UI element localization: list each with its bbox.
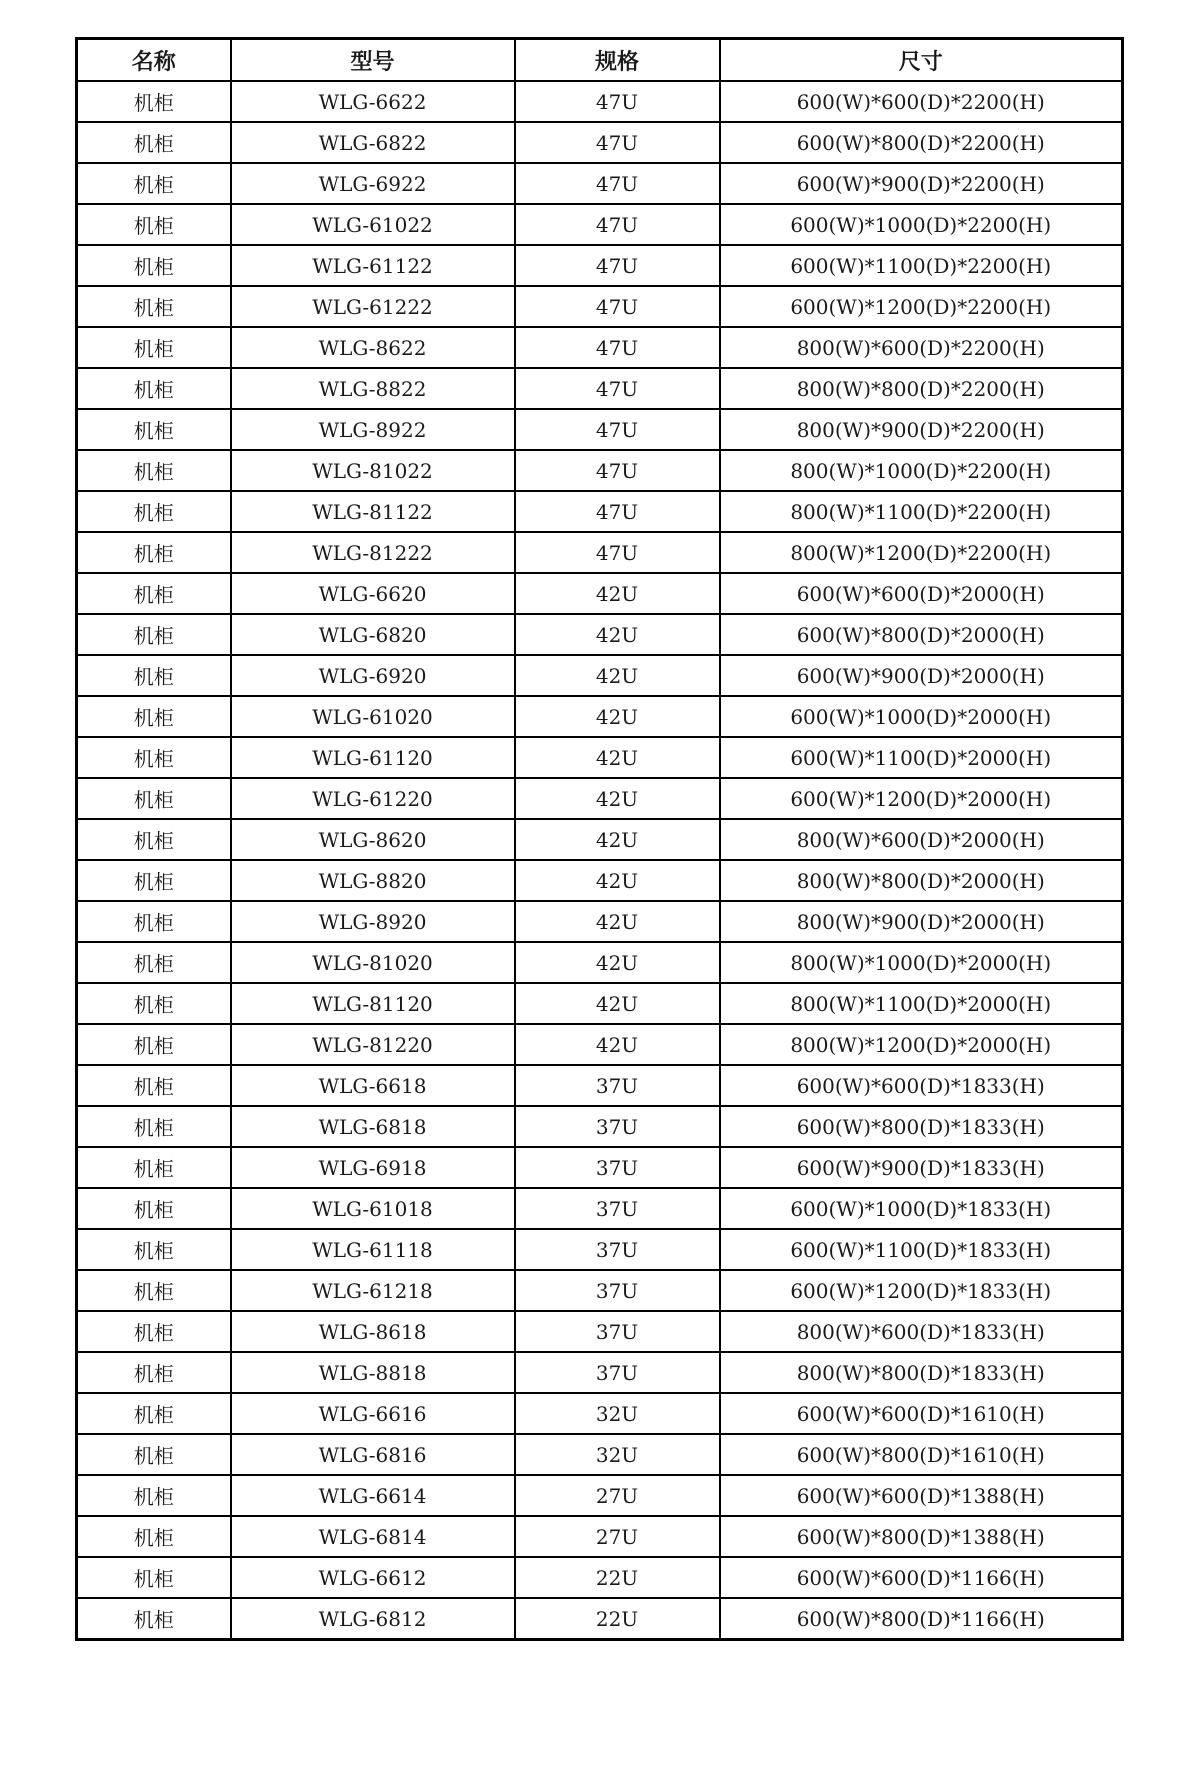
cell-spec: 32U <box>515 1393 720 1434</box>
cell-spec: 47U <box>515 204 720 245</box>
table-row <box>77 1352 1123 1393</box>
table-row <box>77 122 1123 163</box>
table-row <box>77 1024 1123 1065</box>
cell-model: WLG-61020 <box>231 696 515 737</box>
cell-size: 600(W)*900(D)*2000(H) <box>720 655 1123 696</box>
cell-model: WLG-81122 <box>231 491 515 532</box>
table-row <box>77 942 1123 983</box>
cell-size: 600(W)*800(D)*2000(H) <box>720 614 1123 655</box>
cell-spec: 37U <box>515 1270 720 1311</box>
cell-model: WLG-61218 <box>231 1270 515 1311</box>
cell-size: 800(W)*800(D)*2000(H) <box>720 860 1123 901</box>
table-row <box>77 655 1123 696</box>
cell-name: 机柜 <box>77 696 231 737</box>
cell-size: 800(W)*600(D)*1833(H) <box>720 1311 1123 1352</box>
cell-spec: 47U <box>515 163 720 204</box>
cell-size: 600(W)*600(D)*1166(H) <box>720 1557 1123 1598</box>
cell-model: WLG-61122 <box>231 245 515 286</box>
table-row <box>77 491 1123 532</box>
cell-size: 600(W)*1100(D)*1833(H) <box>720 1229 1123 1270</box>
cell-model: WLG-6816 <box>231 1434 515 1475</box>
cell-size: 600(W)*1100(D)*2000(H) <box>720 737 1123 778</box>
cell-size: 800(W)*1200(D)*2000(H) <box>720 1024 1123 1065</box>
cell-size: 800(W)*800(D)*2200(H) <box>720 368 1123 409</box>
cell-model: WLG-6822 <box>231 122 515 163</box>
cell-spec: 37U <box>515 1188 720 1229</box>
table-row <box>77 1598 1123 1640</box>
cell-name: 机柜 <box>77 860 231 901</box>
table-row <box>77 737 1123 778</box>
table-row <box>77 901 1123 942</box>
cell-spec: 42U <box>515 655 720 696</box>
cell-spec: 47U <box>515 327 720 368</box>
table-row <box>77 696 1123 737</box>
cell-spec: 47U <box>515 368 720 409</box>
cell-size: 600(W)*600(D)*1388(H) <box>720 1475 1123 1516</box>
table-row <box>77 573 1123 614</box>
cell-spec: 47U <box>515 491 720 532</box>
cell-size: 600(W)*1200(D)*2200(H) <box>720 286 1123 327</box>
cell-name: 机柜 <box>77 1393 231 1434</box>
cell-model: WLG-8922 <box>231 409 515 450</box>
cell-model: WLG-61220 <box>231 778 515 819</box>
cell-name: 机柜 <box>77 1598 231 1640</box>
cell-spec: 37U <box>515 1065 720 1106</box>
cabinet-spec-table <box>75 37 1124 1641</box>
cell-name: 机柜 <box>77 286 231 327</box>
cell-name: 机柜 <box>77 245 231 286</box>
cell-size: 600(W)*800(D)*1610(H) <box>720 1434 1123 1475</box>
cell-size: 600(W)*1100(D)*2200(H) <box>720 245 1123 286</box>
cell-spec: 42U <box>515 737 720 778</box>
cell-spec: 42U <box>515 696 720 737</box>
cell-size: 800(W)*1000(D)*2000(H) <box>720 942 1123 983</box>
cell-model: WLG-6620 <box>231 573 515 614</box>
cell-spec: 37U <box>515 1106 720 1147</box>
cell-spec: 47U <box>515 532 720 573</box>
cell-model: WLG-8820 <box>231 860 515 901</box>
cell-spec: 27U <box>515 1475 720 1516</box>
cell-spec: 47U <box>515 286 720 327</box>
cell-model: WLG-61018 <box>231 1188 515 1229</box>
cell-spec: 37U <box>515 1147 720 1188</box>
cell-name: 机柜 <box>77 122 231 163</box>
cell-size: 800(W)*900(D)*2200(H) <box>720 409 1123 450</box>
cell-model: WLG-8618 <box>231 1311 515 1352</box>
cell-model: WLG-61120 <box>231 737 515 778</box>
cell-name: 机柜 <box>77 532 231 573</box>
cell-size: 800(W)*800(D)*1833(H) <box>720 1352 1123 1393</box>
table-row <box>77 1516 1123 1557</box>
cell-spec: 32U <box>515 1434 720 1475</box>
cell-spec: 37U <box>515 1352 720 1393</box>
table-row <box>77 860 1123 901</box>
cell-spec: 22U <box>515 1598 720 1640</box>
cell-size: 800(W)*600(D)*2000(H) <box>720 819 1123 860</box>
table-row <box>77 286 1123 327</box>
cell-size: 600(W)*900(D)*2200(H) <box>720 163 1123 204</box>
table-row <box>77 819 1123 860</box>
cell-model: WLG-6814 <box>231 1516 515 1557</box>
cell-spec: 42U <box>515 1024 720 1065</box>
cell-name: 机柜 <box>77 1065 231 1106</box>
cell-spec: 47U <box>515 81 720 122</box>
cell-name: 机柜 <box>77 1106 231 1147</box>
cell-size: 600(W)*800(D)*2200(H) <box>720 122 1123 163</box>
cell-spec: 47U <box>515 122 720 163</box>
table-row <box>77 1393 1123 1434</box>
table-row <box>77 1270 1123 1311</box>
cell-name: 机柜 <box>77 163 231 204</box>
cell-size: 600(W)*800(D)*1166(H) <box>720 1598 1123 1640</box>
cell-model: WLG-61118 <box>231 1229 515 1270</box>
table-row <box>77 245 1123 286</box>
table-row <box>77 1188 1123 1229</box>
cell-spec: 37U <box>515 1311 720 1352</box>
table-row <box>77 614 1123 655</box>
cell-name: 机柜 <box>77 450 231 491</box>
cell-size: 600(W)*800(D)*1833(H) <box>720 1106 1123 1147</box>
cell-spec: 47U <box>515 450 720 491</box>
cell-name: 机柜 <box>77 1229 231 1270</box>
table-row <box>77 163 1123 204</box>
table-row <box>77 1311 1123 1352</box>
cell-size: 600(W)*900(D)*1833(H) <box>720 1147 1123 1188</box>
cell-name: 机柜 <box>77 1024 231 1065</box>
cell-size: 600(W)*1200(D)*1833(H) <box>720 1270 1123 1311</box>
table-row <box>77 778 1123 819</box>
header-model: 型号 <box>231 39 515 82</box>
cell-name: 机柜 <box>77 901 231 942</box>
cell-size: 600(W)*800(D)*1388(H) <box>720 1516 1123 1557</box>
cell-spec: 42U <box>515 942 720 983</box>
cell-spec: 42U <box>515 573 720 614</box>
cell-name: 机柜 <box>77 409 231 450</box>
cell-size: 800(W)*1100(D)*2200(H) <box>720 491 1123 532</box>
cell-model: WLG-8822 <box>231 368 515 409</box>
table-row <box>77 1065 1123 1106</box>
cell-model: WLG-6616 <box>231 1393 515 1434</box>
header-spec: 规格 <box>515 39 720 82</box>
table-row <box>77 1229 1123 1270</box>
cell-name: 机柜 <box>77 1475 231 1516</box>
cell-name: 机柜 <box>77 1311 231 1352</box>
cell-name: 机柜 <box>77 614 231 655</box>
table-row <box>77 1475 1123 1516</box>
cell-model: WLG-8818 <box>231 1352 515 1393</box>
cell-name: 机柜 <box>77 573 231 614</box>
cell-model: WLG-61222 <box>231 286 515 327</box>
cell-name: 机柜 <box>77 368 231 409</box>
cell-spec: 42U <box>515 778 720 819</box>
cell-name: 机柜 <box>77 819 231 860</box>
cell-model: WLG-6614 <box>231 1475 515 1516</box>
cell-model: WLG-6612 <box>231 1557 515 1598</box>
table-row <box>77 409 1123 450</box>
cell-size: 600(W)*1000(D)*2200(H) <box>720 204 1123 245</box>
cell-spec: 27U <box>515 1516 720 1557</box>
cell-spec: 22U <box>515 1557 720 1598</box>
cell-size: 600(W)*600(D)*2000(H) <box>720 573 1123 614</box>
cell-size: 600(W)*600(D)*1610(H) <box>720 1393 1123 1434</box>
cell-spec: 42U <box>515 983 720 1024</box>
cell-model: WLG-6922 <box>231 163 515 204</box>
cell-name: 机柜 <box>77 1188 231 1229</box>
cell-name: 机柜 <box>77 491 231 532</box>
cell-model: WLG-6918 <box>231 1147 515 1188</box>
cell-model: WLG-81120 <box>231 983 515 1024</box>
table-row <box>77 327 1123 368</box>
cell-spec: 42U <box>515 614 720 655</box>
cell-model: WLG-81022 <box>231 450 515 491</box>
table-row <box>77 983 1123 1024</box>
cell-name: 机柜 <box>77 1147 231 1188</box>
cell-size: 600(W)*600(D)*1833(H) <box>720 1065 1123 1106</box>
cell-spec: 42U <box>515 901 720 942</box>
table-row <box>77 1147 1123 1188</box>
cell-name: 机柜 <box>77 327 231 368</box>
cell-spec: 37U <box>515 1229 720 1270</box>
cell-name: 机柜 <box>77 737 231 778</box>
cell-name: 机柜 <box>77 1352 231 1393</box>
table-row <box>77 450 1123 491</box>
cell-model: WLG-8620 <box>231 819 515 860</box>
cell-size: 600(W)*1200(D)*2000(H) <box>720 778 1123 819</box>
table-row <box>77 532 1123 573</box>
table-row <box>77 1557 1123 1598</box>
table-row <box>77 1434 1123 1475</box>
table-row <box>77 81 1123 122</box>
table-row <box>77 368 1123 409</box>
cell-model: WLG-6920 <box>231 655 515 696</box>
cell-spec: 47U <box>515 245 720 286</box>
cell-model: WLG-81222 <box>231 532 515 573</box>
cell-model: WLG-6820 <box>231 614 515 655</box>
cell-spec: 42U <box>515 819 720 860</box>
cell-name: 机柜 <box>77 81 231 122</box>
cell-size: 800(W)*1100(D)*2000(H) <box>720 983 1123 1024</box>
header-size: 尺寸 <box>720 39 1123 82</box>
cell-name: 机柜 <box>77 1557 231 1598</box>
header-row <box>77 39 1123 82</box>
cell-name: 机柜 <box>77 204 231 245</box>
table-row <box>77 204 1123 245</box>
header-name: 名称 <box>77 39 231 82</box>
table-body <box>77 81 1123 1640</box>
cell-name: 机柜 <box>77 1516 231 1557</box>
cell-name: 机柜 <box>77 1434 231 1475</box>
table-header <box>77 39 1123 82</box>
cell-model: WLG-61022 <box>231 204 515 245</box>
cell-name: 机柜 <box>77 778 231 819</box>
cell-size: 800(W)*900(D)*2000(H) <box>720 901 1123 942</box>
cell-spec: 47U <box>515 409 720 450</box>
cell-size: 800(W)*1000(D)*2200(H) <box>720 450 1123 491</box>
cell-spec: 42U <box>515 860 720 901</box>
cell-model: WLG-8622 <box>231 327 515 368</box>
cell-model: WLG-6622 <box>231 81 515 122</box>
cell-size: 600(W)*600(D)*2200(H) <box>720 81 1123 122</box>
cell-model: WLG-6812 <box>231 1598 515 1640</box>
cell-size: 600(W)*1000(D)*2000(H) <box>720 696 1123 737</box>
cell-name: 机柜 <box>77 655 231 696</box>
cell-model: WLG-81020 <box>231 942 515 983</box>
cell-size: 800(W)*1200(D)*2200(H) <box>720 532 1123 573</box>
cell-name: 机柜 <box>77 1270 231 1311</box>
cell-model: WLG-6818 <box>231 1106 515 1147</box>
cell-model: WLG-6618 <box>231 1065 515 1106</box>
table-row <box>77 1106 1123 1147</box>
cell-name: 机柜 <box>77 942 231 983</box>
cell-model: WLG-8920 <box>231 901 515 942</box>
cell-size: 800(W)*600(D)*2200(H) <box>720 327 1123 368</box>
cell-model: WLG-81220 <box>231 1024 515 1065</box>
cell-size: 600(W)*1000(D)*1833(H) <box>720 1188 1123 1229</box>
cell-name: 机柜 <box>77 983 231 1024</box>
